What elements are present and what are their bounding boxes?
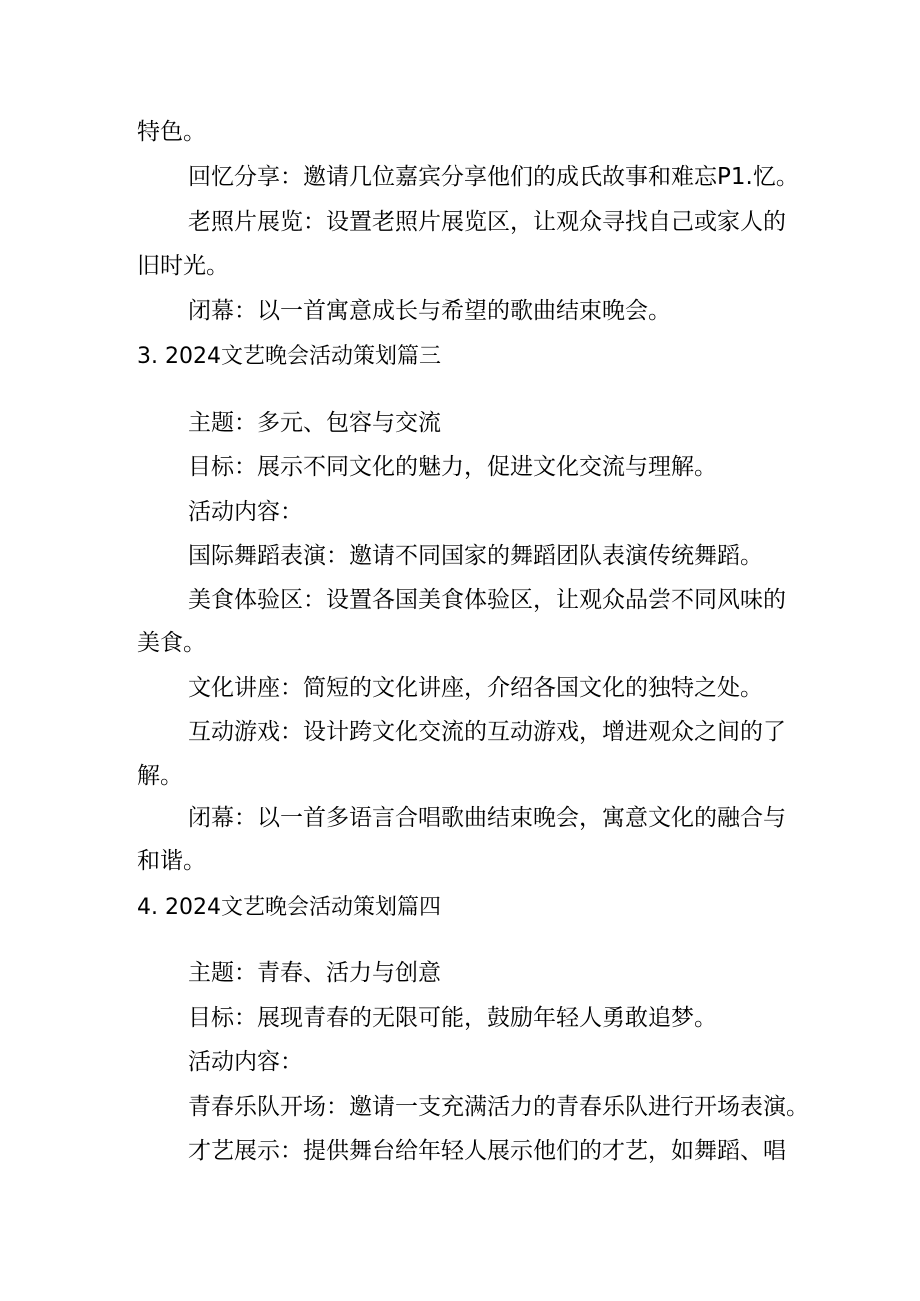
text-line: 主题：多元、包容与交流 (188, 410, 441, 436)
text-line: 活动内容： (188, 1049, 303, 1075)
text-line: 美食体验区：设置各国美食体验区，让观众品尝不同风味的 (188, 587, 786, 613)
text-line: 回忆分享：邀请几位嘉宾分享他们的成氏故事和难忘P1.忆。 (188, 164, 799, 190)
text-line: 闭幕：以一首寓意成长与希望的歌曲结束晚会。 (188, 298, 671, 324)
text-line: 国际舞蹈表演：邀请不同国家的舞蹈团队表演传统舞蹈。 (188, 543, 763, 569)
section-heading: 3. 2024文艺晚会活动策划篇三 (137, 344, 441, 369)
text-line: 目标：展示不同文化的魅力，促进文化交流与理解。 (188, 454, 717, 480)
text-line: 老照片展览：设置老照片展览区，让观众寻找自己或家人的 (188, 209, 786, 235)
text-line: 特色。 (137, 119, 206, 145)
text-line: 才艺展示：提供舞台给年轻人展示他们的才艺，如舞蹈、唱 (188, 1138, 786, 1164)
section-heading: 4. 2024文艺晚会活动策划篇四 (137, 895, 441, 920)
text-line: 旧时光。 (137, 253, 229, 279)
text-line: 闭幕：以一首多语言合唱歌曲结束晚会，寓意文化的融合与 (188, 805, 786, 831)
text-line: 文化讲座：简短的文化讲座，介绍各国文化的独特之处。 (188, 675, 763, 701)
text-line: 美食。 (137, 630, 206, 656)
text-line: 解。 (137, 763, 183, 789)
text-line: 目标：展现青春的无限可能，鼓励年轻人勇敢追梦。 (188, 1005, 717, 1031)
text-line: 互动游戏：设计跨文化交流的互动游戏，增进观众之间的了 (188, 719, 786, 745)
text-line: 和谐。 (137, 848, 206, 874)
text-line: 活动内容： (188, 499, 303, 525)
text-line: 主题：青春、活力与创意 (188, 960, 441, 986)
text-line: 青春乐队开场：邀请一支充满活力的青春乐队进行开场表演。 (188, 1094, 809, 1120)
